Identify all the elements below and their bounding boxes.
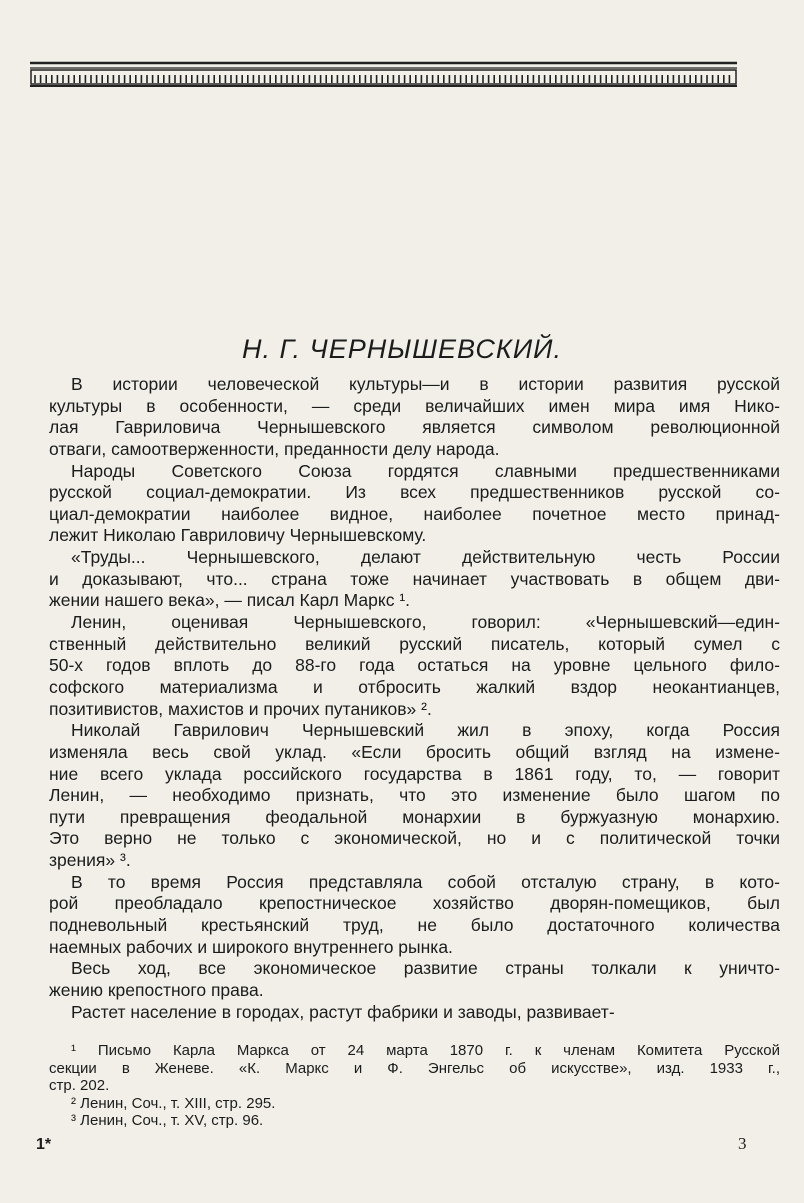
- text-line: Весь ход, все экономическое развитие страны толкали к уничто-: [71, 958, 780, 979]
- text-line: Ленин, — необходимо признать, что это изменение было шагом по: [49, 785, 780, 806]
- footnote-line: ³ Ленин, Соч., т. XV, стр. 96.: [71, 1112, 264, 1129]
- footnotes: [49, 1042, 780, 1130]
- text-line: Растет население в городах, растут фабрики и заводы, развивает-: [71, 1001, 615, 1022]
- text-line: ственный действительно великий русский писатель, который сумел с: [49, 633, 780, 654]
- footnote-line: ¹ Письмо Карла Маркса от 24 марта 1870 г. к членам Комитета Русской: [71, 1042, 780, 1059]
- page-title: Н. Г. ЧЕРНЫШЕВСКИЙ.: [242, 334, 562, 364]
- text-line: 50-х годов вплоть до 88-го года остаться на уровне цельного фило-: [49, 655, 780, 676]
- text-line: ние всего уклада российского государства в 1861 году, то, — говорит: [49, 763, 780, 784]
- text-line: Народы Советского Союза гордятся славными предшественниками: [71, 460, 780, 481]
- text-line: В то время Россия представляла собой отсталую страну, в кото-: [71, 871, 780, 892]
- body-text: [49, 374, 780, 1023]
- text-line: софского материализма и отбросить жалкий вздор неокантианцев,: [49, 676, 780, 697]
- text-line: лежит Николаю Гавриловичу Чернышевскому.: [49, 525, 427, 546]
- text-line: пути превращения феодальной монархии в буржуазную монархию.: [49, 806, 780, 827]
- text-line: зрения» ³.: [49, 850, 131, 871]
- text-line: русской социал-демократии. Из всех предшественников русской со-: [49, 482, 780, 503]
- text-line: рой преобладало крепостническое хозяйство дворян-помещиков, был: [49, 893, 780, 914]
- text-line: жению крепостного права.: [49, 979, 264, 1000]
- text-line: «Труды... Чернышевского, делают действительную честь России: [71, 547, 780, 568]
- signature-mark: 1*: [36, 1136, 52, 1153]
- text-line: Ленин, оценивая Чернышевского, говорил: «Чернышевский—един-: [71, 612, 780, 633]
- decorative-header-border: [30, 60, 737, 90]
- text-line: В истории человеческой культуры—и в истории развития русской: [71, 374, 780, 394]
- text-line: позитивистов, махистов и прочих путаников» ².: [49, 698, 432, 719]
- footnote-line: ² Ленин, Соч., т. XIII, стр. 295.: [71, 1094, 276, 1112]
- text-line: лая Гавриловича Чернышевского является символом революционной: [49, 417, 780, 438]
- text-line: отваги, самоотверженности, преданности делу народа.: [49, 438, 500, 459]
- text-line: изменяла весь свой уклад. «Если бросить общий взгляд на измене-: [49, 741, 780, 762]
- footnote-line: секции в Женеве. «К. Маркс и Ф. Энгельс об искусстве», изд. 1933 г.,: [49, 1059, 780, 1077]
- text-line: культуры в особенности, — среди величайших имен мира имя Нико-: [49, 395, 780, 416]
- text-line: жении нашего века», — писал Карл Маркс ¹.: [49, 590, 411, 611]
- page-number: 3: [738, 1134, 747, 1153]
- text-line: Это верно не только с экономической, но и с политической точки: [49, 828, 780, 849]
- text-line: и доказывают, что... страна тоже начинает участвовать в общем дви-: [49, 568, 780, 589]
- text-line: циал-демократии наиболее видное, наиболее почетное место принад-: [49, 503, 780, 524]
- text-line: подневольный крестьянский труд, не было достаточного количества: [49, 915, 780, 936]
- footnote-line: стр. 202.: [49, 1077, 110, 1094]
- text-line: Николай Гаврилович Чернышевский жил в эпоху, когда Россия: [71, 720, 780, 741]
- text-line: наемных рабочих и широкого внутреннего рынка.: [49, 936, 453, 957]
